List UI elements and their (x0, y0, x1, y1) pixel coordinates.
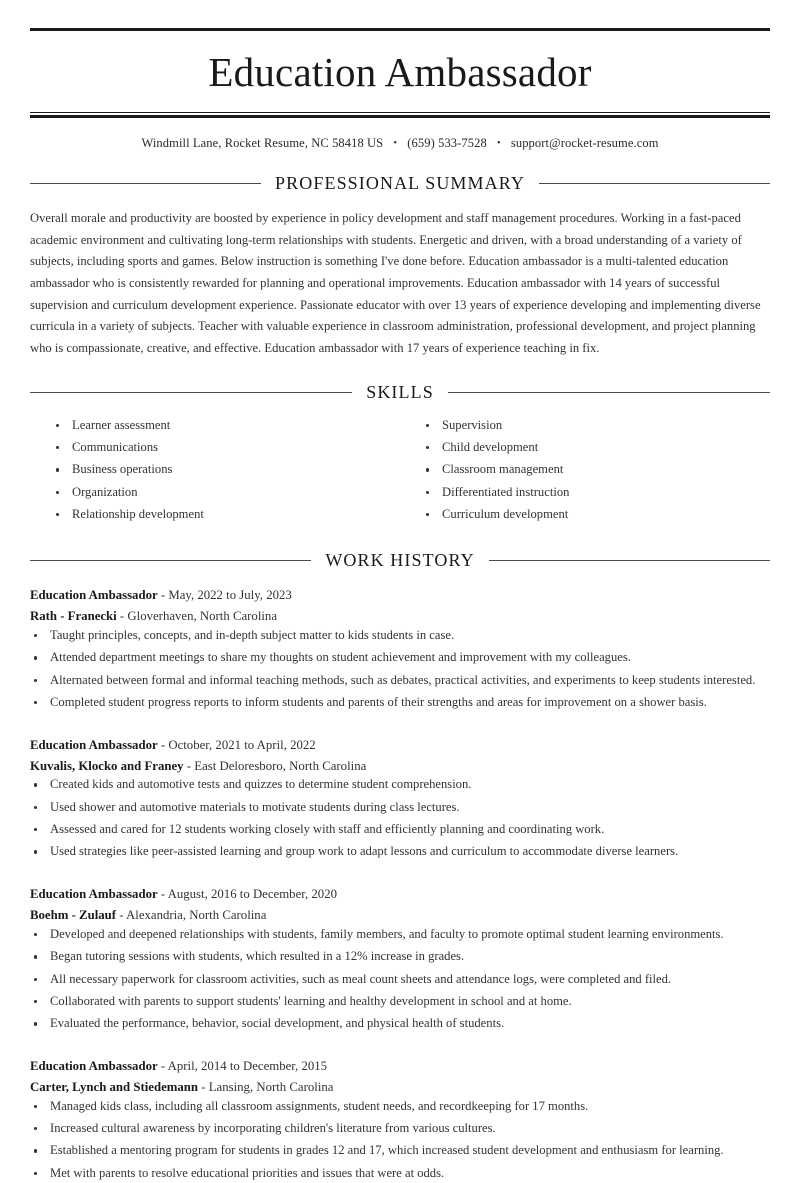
contact-phone: (659) 533-7528 (407, 136, 487, 150)
list-item: Managed kids class, including all classroom assignments, student needs, and recordkeeping for 17 months. (30, 1098, 770, 1116)
list-item: Used shower and automotive materials to motivate students during class lectures. (30, 799, 770, 817)
list-item: Business operations (52, 461, 400, 479)
list-item: Child development (422, 439, 770, 457)
contact-email: support@rocket-resume.com (510, 136, 659, 150)
job-role: Education Ambassador (30, 588, 158, 603)
resume-document (0, 28, 800, 1183)
job-company: Carter, Lynch and Stiedemann (30, 1079, 199, 1094)
section-work-history (30, 550, 770, 1182)
job-location: East Deloresboro, North Carolina (194, 758, 367, 773)
job-company: Kuvalis, Klocko and Franey (30, 758, 184, 773)
job-company-line (30, 1077, 770, 1098)
list-item: Increased cultural awareness by incorporating children's literature from various cultures. (30, 1120, 770, 1138)
section-title-summary: PROFESSIONAL SUMMARY (275, 173, 525, 193)
job-company: Boehm - Zulauf (30, 908, 117, 923)
list-item: Taught principles, concepts, and in-depth subject matter to kids students in case. (30, 627, 770, 645)
list-item: Alternated between formal and informal teaching methods, such as debates, practical activities, and experiments to keep students interested. (30, 672, 770, 690)
list-item: Assessed and cared for 12 students working closely with staff and efficiently planning and coordinating work. (30, 821, 770, 839)
job-bullet-list (30, 627, 770, 712)
list-item: Relationship development (52, 506, 400, 524)
list-item: Met with parents to resolve educational priorities and issues that were at odds. (30, 1165, 770, 1183)
section-title-work-history: WORK HISTORY (325, 550, 475, 571)
job-company-line (30, 606, 770, 627)
job-role-line (30, 585, 770, 606)
list-item: Developed and deepened relationships with students, family members, and faculty to promote optimal student learning environments. (30, 926, 770, 944)
list-item: Learner assessment (52, 417, 400, 435)
skills-list-right (422, 417, 770, 524)
heading-rule-right (448, 392, 770, 393)
heading-rule-left (30, 392, 352, 393)
job-separator: - (157, 737, 169, 752)
list-item: Established a mentoring program for students in grades 12 and 17, which increased student development and enthusiasm for learning. (30, 1142, 770, 1160)
list-item: Curriculum development (422, 506, 770, 524)
job-location: Alexandria, North Carolina (126, 908, 267, 923)
job-company-line (30, 905, 770, 926)
list-item: Classroom management (422, 461, 770, 479)
job-separator: - (183, 758, 195, 773)
job-separator: - (157, 1059, 168, 1074)
section-heading-skills (30, 382, 770, 403)
list-item: Organization (52, 484, 400, 502)
list-item: Used strategies like peer-assisted learning and group work to adapt lessons and curriculum to accommodate diverse learners. (30, 843, 770, 861)
job-role-line (30, 735, 770, 756)
section-skills (30, 382, 770, 529)
job-role-line (30, 1056, 770, 1077)
page-title: Education Ambassador (208, 49, 592, 95)
job-separator: - (157, 588, 169, 603)
job-location: Gloverhaven, North Carolina (127, 609, 278, 624)
job-bullet-list (30, 776, 770, 861)
skills-column-right (400, 417, 770, 529)
contact-address: Windmill Lane, Rocket Resume, NC 58418 US (141, 136, 384, 150)
work-entry (30, 735, 770, 861)
contact-separator-1: • (393, 138, 398, 149)
job-company-line (30, 756, 770, 777)
list-item: Created kids and automotive tests and quizzes to determine student comprehension. (30, 776, 770, 794)
job-dates: May, 2022 to July, 2023 (168, 588, 292, 603)
work-entry (30, 1056, 770, 1182)
list-item: Differentiated instruction (422, 484, 770, 502)
job-dates: April, 2014 to December, 2015 (167, 1059, 328, 1074)
contact-separator-2: • (497, 138, 501, 149)
job-dates: August, 2016 to December, 2020 (167, 887, 337, 902)
job-separator: - (116, 908, 127, 923)
job-separator: - (198, 1079, 209, 1094)
heading-rule-left (30, 560, 311, 561)
job-role-line (30, 884, 770, 905)
summary-paragraph: Overall morale and productivity are boosted by experience in policy development and staff management procedures. Working in a fast-paced academic environment and cultivating long-term relationships with students. Energetic and driven, with a broad understanding of a variety of subjects, including sports and games. Below instruction is something I've done before. Education ambassador is a multi-talented education ambassador who is consistently rewarded for planning and operational improvements. Education ambassador with 14 years of successful supervision and curriculum development experience. Passionate educator with over 13 years of experience developing and implementing diverse curricula in a variety of subjects. Teacher with valuable experience in classroom administration, professional development, and project planning who is compassionate, creative, and effective. Education ambassador with 17 years of experience teaching in fix. (30, 211, 761, 355)
section-professional-summary (30, 173, 770, 360)
list-item: All necessary paperwork for classroom activities, such as meal count sheets and attendance logs, were completed and filed. (30, 971, 770, 989)
list-item: Communications (52, 439, 400, 457)
job-bullet-list (30, 926, 770, 1033)
list-item: Supervision (422, 417, 770, 435)
job-location: Lansing, North Carolina (208, 1079, 334, 1094)
contact-line (30, 118, 770, 151)
resume-header (30, 28, 770, 151)
job-role: Education Ambassador (30, 887, 158, 902)
heading-rule-right (539, 183, 770, 184)
skills-list-left (52, 417, 400, 524)
job-company: Rath - Franecki (30, 609, 117, 624)
list-item: Attended department meetings to share my thoughts on student achievement and improvement with my colleagues. (30, 649, 770, 667)
job-bullet-list (30, 1098, 770, 1183)
skills-columns (30, 417, 770, 529)
list-item: Evaluated the performance, behavior, social development, and physical health of students. (30, 1015, 770, 1033)
job-role: Education Ambassador (30, 1059, 158, 1074)
work-entry (30, 585, 770, 711)
section-heading-summary (30, 173, 770, 194)
job-dates: October, 2021 to April, 2022 (168, 737, 316, 752)
list-item: Began tutoring sessions with students, which resulted in a 12% increase in grades. (30, 948, 770, 966)
heading-rule-right (489, 560, 770, 561)
list-item: Collaborated with parents to support students' learning and healthy development in school and at home. (30, 993, 770, 1011)
heading-rule-left (30, 183, 261, 184)
work-entry (30, 884, 770, 1033)
list-item: Completed student progress reports to inform students and parents of their strengths and areas for improvement on a shower basis. (30, 694, 770, 712)
skills-column-left (30, 417, 400, 529)
section-title-skills: SKILLS (366, 381, 434, 402)
section-heading-work-history (30, 550, 770, 571)
job-separator: - (157, 887, 168, 902)
job-role: Education Ambassador (30, 737, 158, 752)
job-separator: - (116, 609, 128, 624)
